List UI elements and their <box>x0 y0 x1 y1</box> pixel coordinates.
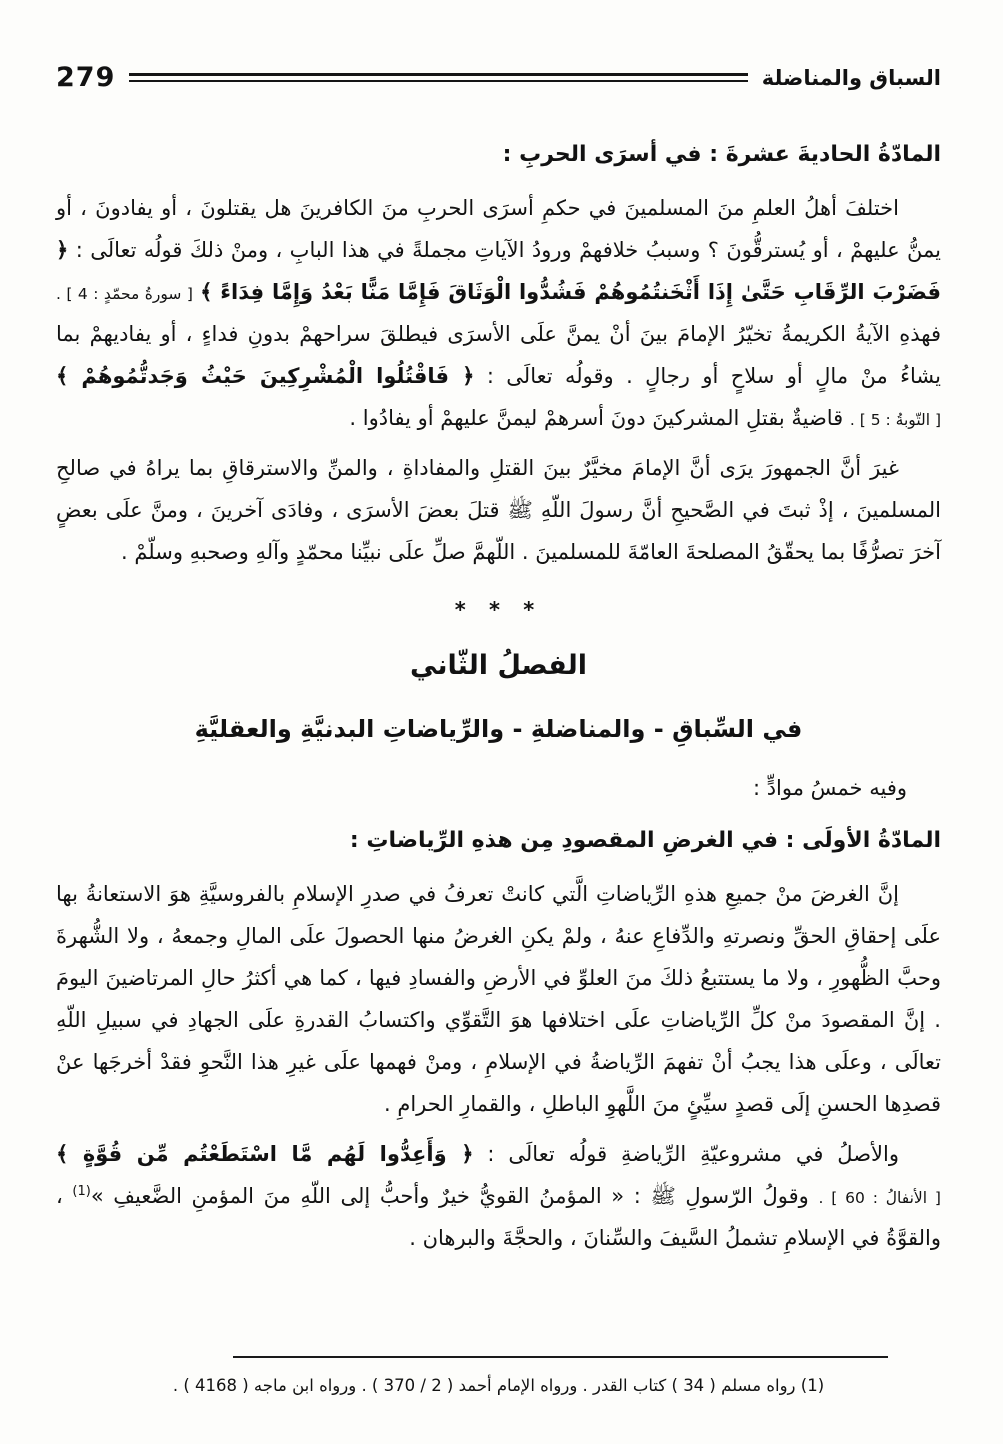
verse-citation: [ سورةُ محمّدٍ : 4 ] . <box>56 285 193 303</box>
section-heading-one <box>56 819 941 863</box>
quran-verse: ﴿ فَضَرْبَ الرِّقَابِ حَتَّىٰ إِذَا أَثْخَنتُمُوهُمْ فَشُدُّوا الْوَثَاقَ فَإِمَّا مَنًّا بَعْدُ وَإِمَّا فِدَاءً ﴾ <box>56 238 941 304</box>
quran-verse: ﴿ فَاقْتُلُوا الْمُشْرِكِينَ حَيْثُ وَجَدتُّمُوهُمْ ﴾ <box>56 364 475 388</box>
paragraph-text: اختلفَ أهلُ العلمِ منَ المسلمينَ في حكمِ أسرَى الحربِ منَ الكافرينَ هل يقتلونَ ، أو يفادونَ ، أو يمنُّ عليهمْ ، أو يُسترقُّونَ ؟ وسببُ خلافهمْ ورودُ الآياتِ مجملةً في هذا البابِ ، ومنْ ذلكَ قولُه تعالَى : <box>56 196 941 262</box>
chapter-intro: وفيه خمسُ موادٍّ : <box>752 776 907 800</box>
section-heading-eleven <box>56 133 941 177</box>
page-footer <box>56 1356 941 1400</box>
section-separator: * * * <box>454 598 543 622</box>
section-heading-label: المادّةُ الأولَى : <box>785 828 941 853</box>
chapter-title: الفصلُ الثّاني <box>410 650 587 681</box>
paragraph-war-captives <box>56 187 941 439</box>
footnote-text: (1) رواه مسلم ( 34 ) كتاب القدر . ورواه الإمام أحمد ( 2 / 370 ) . ورواه ابن ماجه ( 4168 ) . <box>172 1375 825 1395</box>
paragraph-sports-legitimacy <box>56 1133 941 1259</box>
section-heading-label: المادّةُ الحاديةَ عشرةَ : <box>709 142 941 167</box>
hadith-quote: وقولُ الرّسولِ ﷺ : « المؤمنُ القويُّ خيرٌ وأحبُّ إلى اللّهِ منَ المؤمنِ الضَّعيفِ » <box>90 1184 809 1208</box>
page-number: 279 <box>56 62 116 93</box>
verse-citation: [ التّوبةُ : 5 ] . <box>849 411 941 429</box>
paragraph-text: فهذهِ الآيةُ الكريمةُ تخيّرُ الإمامَ بينَ أنْ يمنَّ علَى الأسرَى فيطلقَ سراحهمْ بدونِ فداءٍ ، أو يفاديهمْ بما يشاءُ منْ مالٍ أو سلاحٍ أو رجالٍ . وقولُه تعالَى : <box>56 322 941 388</box>
chapter-subtitle: في السِّباقِ - والمناضلةِ - والرِّياضاتِ البدنيَّةِ والعقليَّةِ <box>194 715 803 743</box>
verse-citation: [ الأنفالُ : 60 ] . <box>818 1189 941 1207</box>
paragraph-majority-view: غيرَ أنَّ الجمهورَ يرَى أنَّ الإمامَ مخيَّرٌ بينَ القتلِ والمفاداةِ ، والمنِّ والاسترقاقِ بما يراهُ في صالحِ المسلمينَ ، إذْ ثبتَ في الصَّحيحِ أنَّ رسولَ اللّهِ ﷺ قتلَ بعضَ الأسرَى ، وفادَى آخرينَ ، ومنَّ علَى بعضٍ آخرَ تصرُّفًا بما يحقّقُ المصلحةَ العامّةَ للمسلمينَ . اللّهمَّ صلِّ علَى نبيِّنا محمّدٍ وآلهِ وصحبهِ وسلّمْ . <box>56 456 941 564</box>
paragraph-text: والأصلُ في مشروعيّةِ الرِّياضةِ قولُه تعالَى : <box>487 1142 899 1166</box>
section-heading-topic: في الغرضِ المقصودِ مِن هذهِ الرِّياضاتِ : <box>349 828 778 853</box>
header-rule <box>129 73 747 82</box>
section-heading-topic: في أسرَى الحربِ : <box>502 142 702 167</box>
paragraph-text: قاضيةٌ بقتلِ المشركينَ دونَ أسرهمْ ليمنَّ عليهمْ أو يفادُوا . <box>349 406 844 430</box>
running-title: السباق والمناضلة <box>761 65 941 90</box>
paragraph-text: ، والقوَّةُ في الإسلامِ تشملُ السَّيفَ والسِّنانَ ، والحجَّةَ والبرهان . <box>56 1184 941 1250</box>
quran-verse: ﴿ وَأَعِدُّوا لَهُم مَّا اسْتَطَعْتُم مِّن قُوَّةٍ ﴾ <box>56 1142 474 1166</box>
page-header <box>56 62 941 93</box>
footnote-marker: (1) <box>72 1184 91 1199</box>
footnote-rule <box>233 1356 888 1358</box>
page-body <box>56 123 941 1267</box>
paragraph-sports-purpose: إنَّ الغرضَ منْ جميعِ هذهِ الرِّياضاتِ الَّتي كانتْ تعرفُ في صدرِ الإسلامِ بالفروسيَّةِ هوَ الاستعانةُ بها علَى إحقاقِ الحقِّ ونصرتهِ والدِّفاعِ عنهُ ، ولمْ يكنِ الغرضُ منها الحصولَ علَى المالِ وجمعهُ ، ولا الشُّهرةَ وحبَّ الظُّهورِ ، ولا ما يستتبعُ ذلكَ منَ العلوِّ في الأرضِ والفسادِ فيها ، كما هي أكثرُ حالِ المرتاضينَ اليومَ . إنَّ المقصودَ منْ كلِّ الرِّياضاتِ علَى اختلافها هوَ التَّقوِّي واكتسابُ القدرةِ علَى الجهادِ في سبيلِ اللّهِ تعالَى ، وعلَى هذا يجبُ أنْ تفهمَ الرِّياضةُ في الإسلامِ ، ومنْ فهمها علَى غيرِ هذا النَّحوِ فقدْ أخرجَها عنْ قصدِها الحسنِ إلَى قصدٍ سيِّئٍ منَ اللَّهوِ الباطلِ ، والقمارِ الحرامِ . <box>56 882 941 1116</box>
